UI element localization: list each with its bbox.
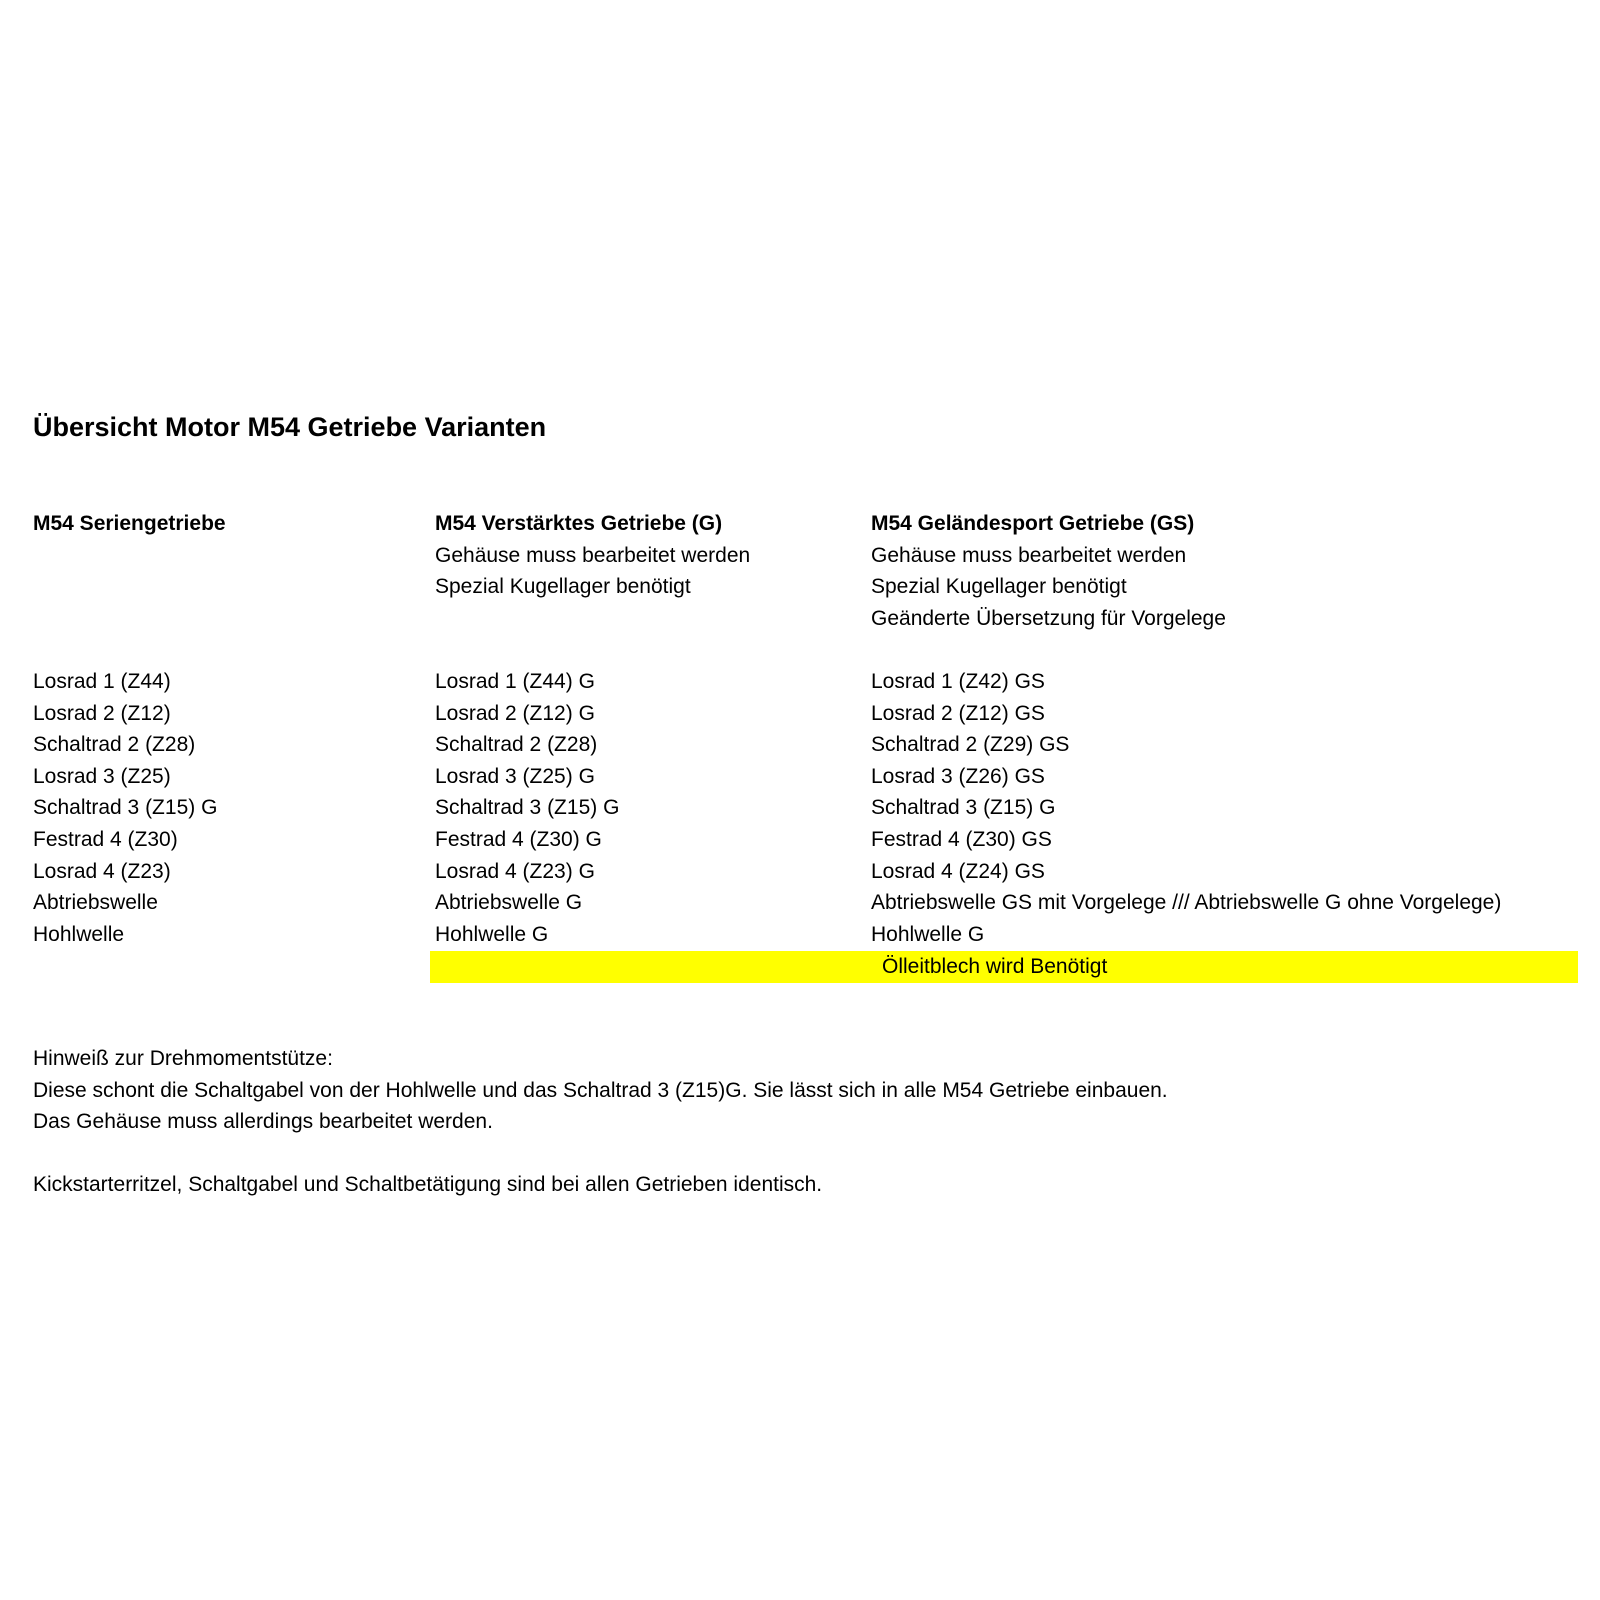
- footnotes: [33, 1043, 1168, 1201]
- column-heading: M54 Geländesport Getriebe (GS): [871, 512, 1195, 535]
- list-item: Schaltrad 2 (Z28): [33, 733, 196, 757]
- torque-support-heading: Hinweiß zur Drehmomentstütze:: [33, 1047, 333, 1070]
- list-item: Losrad 4 (Z23) G: [435, 859, 595, 883]
- list-item: Hohlwelle: [33, 922, 125, 946]
- column-note: Gehäuse muss bearbeitet werden: [435, 543, 751, 567]
- list-item: Abtriebswelle: [33, 891, 158, 915]
- torque-support-text: Das Gehäuse muss allerdings bearbeitet werden.: [33, 1110, 493, 1134]
- column-heading: M54 Seriengetriebe: [33, 512, 226, 535]
- spacer: [33, 1138, 1168, 1170]
- list-item: Losrad 2 (Z12) GS: [871, 701, 1045, 725]
- list-item: Schaltrad 2 (Z28): [435, 733, 598, 757]
- column-verstaerkt-header: [435, 508, 750, 603]
- list-item: Festrad 4 (Z30) G: [435, 827, 602, 851]
- list-item: Losrad 2 (Z12) G: [435, 701, 595, 725]
- list-item: Losrad 4 (Z24) GS: [871, 859, 1045, 883]
- list-item: Abtriebswelle G: [435, 891, 583, 915]
- list-item: Losrad 4 (Z23): [33, 859, 171, 883]
- highlight-bar: [430, 951, 1578, 983]
- list-item: Losrad 1 (Z44): [33, 670, 171, 693]
- parts-list-gelaendesport: [871, 666, 1501, 950]
- list-item: Schaltrad 3 (Z15) G: [871, 796, 1056, 820]
- list-item: Losrad 3 (Z25) G: [435, 764, 595, 788]
- column-note: Gehäuse muss bearbeitet werden: [871, 543, 1187, 567]
- list-item: Losrad 2 (Z12): [33, 701, 171, 725]
- column-note: Geänderte Übersetzung für Vorgelege: [871, 606, 1226, 630]
- list-item: Schaltrad 3 (Z15) G: [33, 796, 218, 820]
- column-note: Spezial Kugellager benötigt: [871, 575, 1127, 599]
- list-item: Hohlwelle G: [435, 922, 549, 946]
- list-item: Losrad 3 (Z26) GS: [871, 764, 1045, 788]
- column-heading: M54 Verstärktes Getriebe (G): [435, 512, 723, 535]
- parts-list-verstaerkt: [435, 666, 619, 950]
- list-item: Festrad 4 (Z30) GS: [871, 827, 1052, 851]
- identical-parts-note: Kickstarterritzel, Schaltgabel und Schaltbetätigung sind bei allen Getrieben identisch.: [33, 1173, 823, 1197]
- page-title: Übersicht Motor M54 Getriebe Varianten: [33, 412, 547, 442]
- parts-list-serie: [33, 666, 217, 950]
- list-item: Losrad 1 (Z44) G: [435, 670, 595, 693]
- list-item: Hohlwelle G: [871, 922, 985, 946]
- list-item: Festrad 4 (Z30): [33, 827, 178, 851]
- list-item: Abtriebswelle GS mit Vorgelege /// Abtriebswelle G ohne Vorgelege): [871, 891, 1502, 915]
- highlight-note: Ölleitblech wird Benötigt: [882, 955, 1108, 978]
- list-item: Schaltrad 2 (Z29) GS: [871, 733, 1070, 757]
- list-item: Losrad 3 (Z25): [33, 764, 171, 788]
- column-note: Spezial Kugellager benötigt: [435, 575, 691, 599]
- list-item: Losrad 1 (Z42) GS: [871, 670, 1045, 693]
- column-serie-header: [33, 508, 226, 540]
- list-item: Schaltrad 3 (Z15) G: [435, 796, 620, 820]
- torque-support-text: Diese schont die Schaltgabel von der Hohlwelle und das Schaltrad 3 (Z15)G. Sie lässt sich in alle M54 Getriebe einbauen.: [33, 1078, 1168, 1102]
- column-gelaendesport-header: [871, 508, 1226, 634]
